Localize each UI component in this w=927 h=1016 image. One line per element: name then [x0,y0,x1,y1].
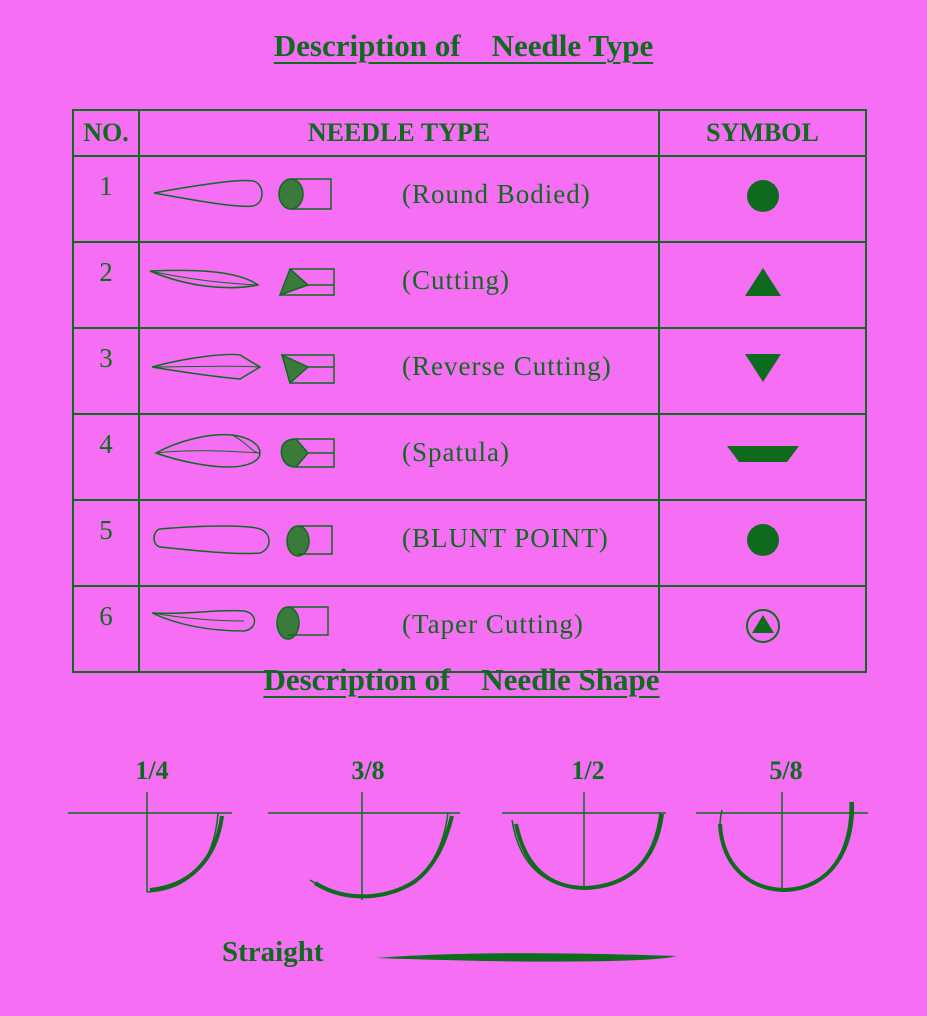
table-row [73,586,866,672]
shape-label-1-2: 1/2 [571,756,605,785]
round-bodied-needle-icon [148,171,348,215]
five-eighths-circle-needle-icon [696,792,868,890]
triangle-up-icon [741,262,785,302]
three-eighths-circle-needle-icon [268,792,460,900]
filled-circle-icon [743,176,783,216]
header-needle-type: NEEDLE TYPE [139,110,659,156]
needle-shapes-drawing [0,780,927,980]
half-circle-needle-icon [502,792,666,888]
needle-type-table [72,109,867,673]
header-symbol: SYMBOL [659,110,866,156]
table-row [73,414,866,500]
taper-cutting-needle-icon [148,601,348,645]
table-row [73,242,866,328]
row-number: 3 [73,328,139,414]
circled-triangle-icon [743,606,783,646]
needle-type-label: (Taper Cutting) [402,609,584,639]
table-row [73,328,866,414]
trapezoid-icon [725,434,801,474]
needle-type-heading: Description of Needle Type [273,28,654,63]
filled-circle-icon [743,520,783,560]
header-no: NO. [73,110,139,156]
blunt-point-needle-icon [148,515,348,559]
shape-label-3-8: 3/8 [351,756,385,785]
table-row [73,156,866,242]
row-number: 4 [73,414,139,500]
needle-shape-heading: Description of Needle Shape [263,662,660,697]
needle-type-label: (BLUNT POINT) [402,523,609,553]
shape-label-5-8: 5/8 [769,756,803,785]
straight-label: Straight [222,936,324,968]
row-number: 2 [73,242,139,328]
row-number: 6 [73,586,139,672]
table-row [73,500,866,586]
spatula-needle-icon [148,429,348,473]
row-number: 5 [73,500,139,586]
quarter-circle-needle-icon [68,792,232,892]
needle-type-label: (Reverse Cutting) [402,351,612,381]
needle-type-label: (Round Bodied) [402,179,591,209]
table-header-row [73,110,866,156]
needle-type-label: (Cutting) [402,265,510,295]
row-number: 1 [73,156,139,242]
shape-label-1-4: 1/4 [135,756,169,785]
cutting-needle-icon [148,257,348,301]
straight-needle-icon [376,953,676,961]
triangle-down-icon [741,348,785,388]
needle-type-label: (Spatula) [402,437,510,467]
reverse-cutting-needle-icon [148,343,348,387]
